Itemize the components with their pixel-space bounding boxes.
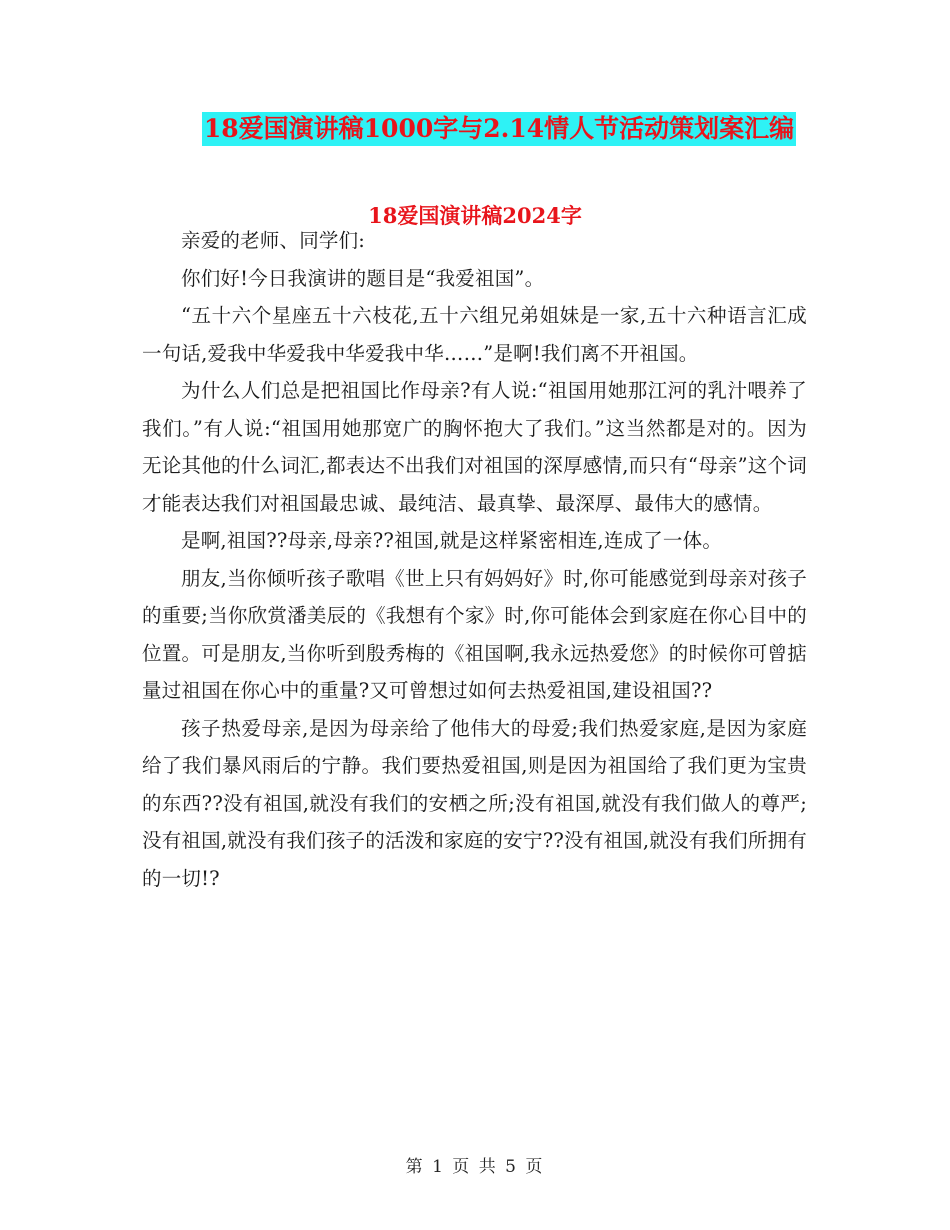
document-body: [142, 222, 807, 897]
paragraph: 是啊,祖国??母亲,母亲??祖国,就是这样紧密相连,连成了一体。: [181, 529, 723, 552]
paragraph: 你们好!今日我演讲的题目是“我爱祖国”。: [181, 266, 545, 290]
paragraph: 孩子热爱母亲,是因为母亲给了他伟大的母爱;我们热爱家庭,是因为家庭给了我们暴风雨后的宁静。我们要热爱祖国,则是因为祖国给了我们更为宝贵的东西??没有祖国,就没有我们的安栖之所;没有祖国,就没有我们做人的尊严;没有祖国,就没有我们孩子的活泼和家庭的安宁??没有祖国,就没有我们所拥有的一切!?: [142, 716, 807, 890]
page-number-footer: 第 1 页 共 5 页: [405, 1157, 545, 1177]
paragraph: 朋友,当你倾听孩子歌唱《世上只有妈妈好》时,你可能感觉到母亲对孩子的重要;当你欣赏潘美辰的《我想有个家》时,你可能体会到家庭在你心目中的位置。可是朋友,当你听到殷秀梅的《祖国啊,我永远热爱您》的时候你可曾掂量过祖国在你心中的重量?又可曾想过如何去热爱祖国,建设祖国??: [142, 566, 807, 702]
paragraph: 亲爱的老师、同学们:: [181, 229, 366, 252]
paragraph: 为什么人们总是把祖国比作母亲?有人说:“祖国用她那江河的乳汁喂养了我们。”有人说:“祖国用她那宽广的胸怀抱大了我们。”这当然都是对的。因为无论其他的什么词汇,都表达不出我们对祖国的深厚感情,而只有“母亲”这个词才能表达我们对祖国最忠诚、最纯洁、最真挚、最深厚、最伟大的感情。: [142, 379, 807, 515]
section-title: 18爱国演讲稿2024字: [368, 203, 582, 228]
document-title-container: [0, 112, 950, 146]
document-title: 18爱国演讲稿1000字与2.14情人节活动策划案汇编: [202, 112, 796, 146]
paragraph: “五十六个星座五十六枝花,五十六组兄弟姐妹是一家,五十六种语言汇成一句话,爱我中华爱我中华爱我中华……”是啊!我们离不开祖国。: [142, 304, 807, 365]
